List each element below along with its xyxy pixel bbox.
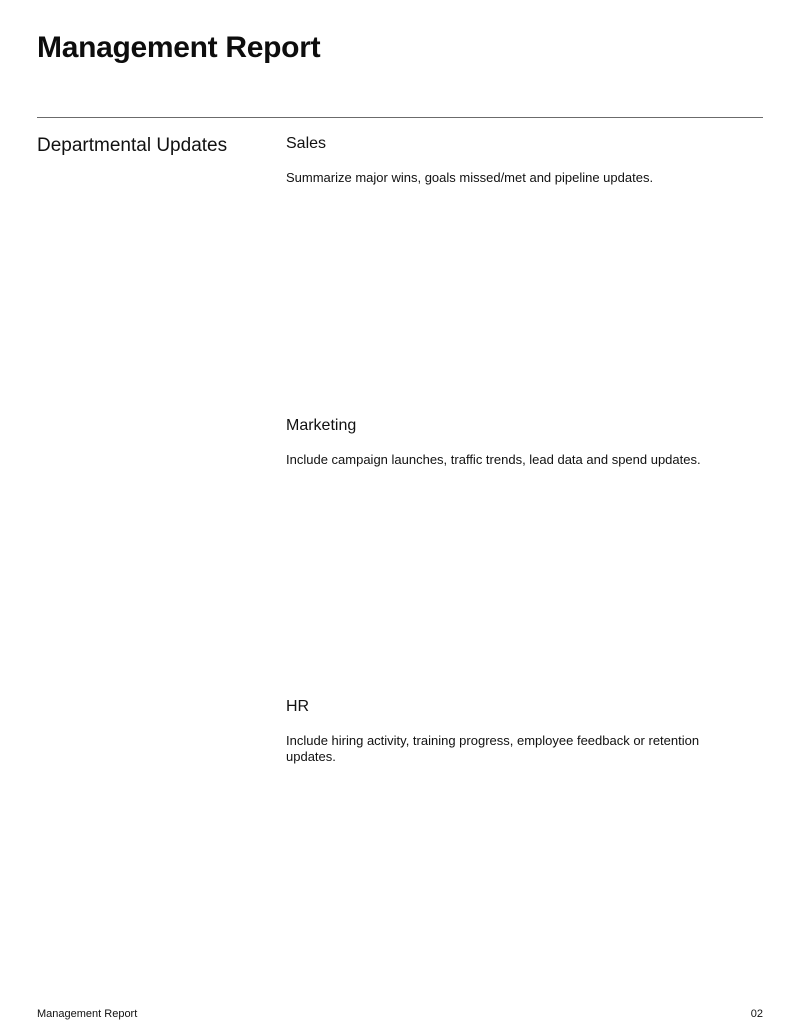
department-description: Include hiring activity, training progress, employee feedback or retention updates. (286, 733, 700, 764)
footer-page-number: 02 (750, 1008, 763, 1020)
footer-report-name: Management Report (37, 1008, 138, 1020)
department-marketing (286, 416, 746, 468)
department-description: Summarize major wins, goals missed/met and pipeline updates. (286, 170, 654, 185)
department-sales (286, 134, 746, 186)
department-description: Include campaign launches, traffic trends, lead data and spend updates. (286, 452, 701, 467)
department-title: HR (286, 698, 310, 715)
header-divider (37, 117, 763, 118)
department-title: Sales (286, 135, 327, 152)
department-hr (286, 697, 746, 765)
department-title: Marketing (286, 417, 357, 434)
page-title: Management Report (37, 31, 321, 64)
section-heading: Departmental Updates (37, 135, 228, 156)
